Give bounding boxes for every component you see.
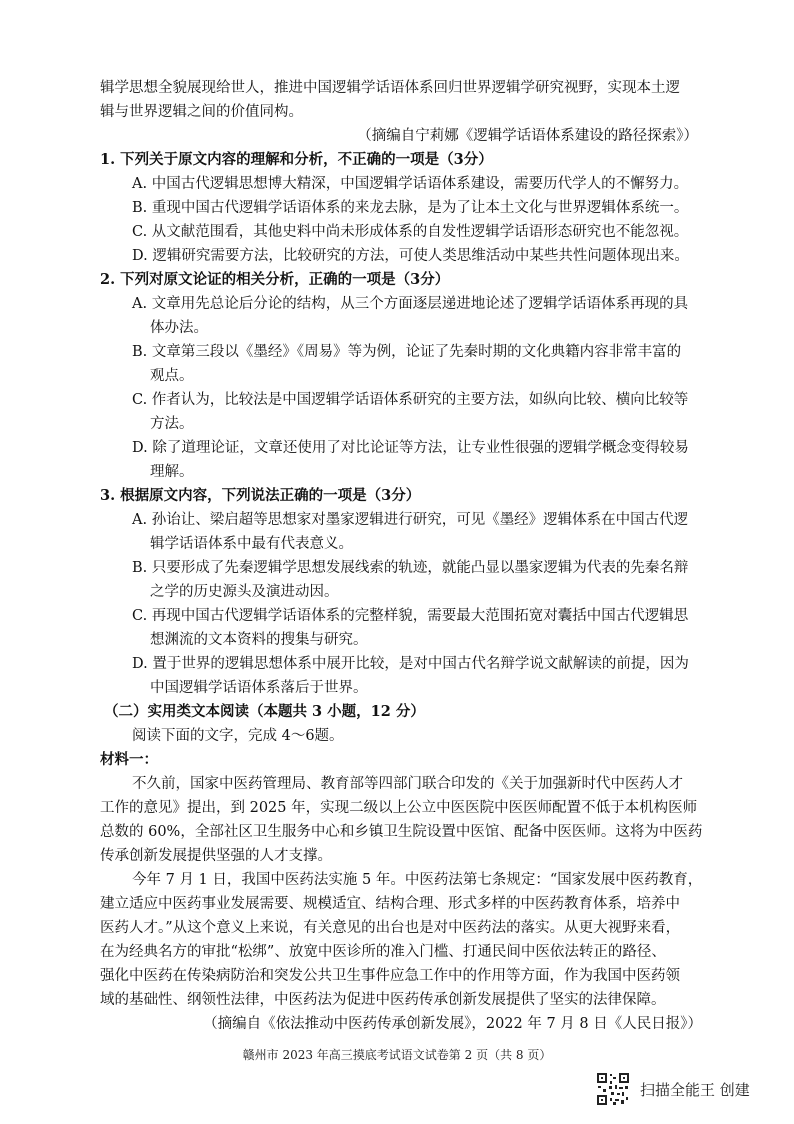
section-heading: （二）实用类文本阅读（本题共 3 小题，12 分） (104, 703, 425, 720)
section-instruction: 阅读下面的文字，完成 4～6题。 (132, 728, 344, 744)
option-1a: A. 中国古代逻辑思想博大精深，中国逻辑学话语体系建设，需要历代学人的不懈努力。 (132, 176, 689, 192)
material-line: 强化中医药在传染病防治和突发公共卫生事件应急工作中的作用等方面，作为我国中医药领 (100, 968, 680, 984)
option-3a-cont: 辑学话语体系中最有代表意义。 (150, 536, 353, 552)
watermark-text: 扫描全能王 创建 (640, 1080, 750, 1099)
passage-line: 辑学思想全貌展现给世人，推进中国逻辑学话语体系回归世界逻辑学研究视野，实现本土逻 (100, 80, 680, 96)
option-2c-cont: 方法。 (150, 416, 194, 432)
option-3b-cont: 之学的历史源头及演进动因。 (150, 584, 339, 600)
option-2a-cont: 体办法。 (150, 320, 208, 336)
option-1b: B. 重现中国古代逻辑学话语体系的来龙去脉，是为了让本土文化与世界逻辑体系统一。 (132, 200, 689, 216)
option-1c: C. 从文献范围看，其他史料中尚未形成体系的自发性逻辑学话语形态研究也不能忽视。 (132, 224, 689, 240)
material-line: 在为经典名方的审批“松绑”、放宽中医诊所的准入门槛、打通民间中医依法转正的路径、 (100, 944, 666, 960)
option-3d: D. 置于世界的逻辑思想体系中展开比较，是对中国古代名辩学说文献解读的前提，因为 (132, 656, 689, 672)
material-line: 工作的意见》提出，到 2025 年，实现二级以上公立中医医院中医医师配置不低于本机构医师 (100, 800, 698, 816)
option-2b-cont: 观点。 (150, 368, 194, 384)
source-citation: （摘编自宁莉娜《逻辑学话语体系建设的路径探索》） (357, 128, 698, 144)
option-2b: B. 文章第三段以《墨经》《周易》等为例，论证了先秦时期的文化典籍内容非常丰富的 (132, 344, 682, 360)
qr-code-icon (596, 1072, 630, 1106)
option-3c: C. 再现中国古代逻辑学话语体系的完整样貌，需要最大范围拓宽对囊括中国古代逻辑思 (132, 608, 689, 624)
scanner-watermark (596, 1072, 750, 1106)
question-1: 1. 下列关于原文内容的理解和分析，不正确的一项是（3分） (100, 151, 493, 168)
option-1d: D. 逻辑研究需要方法，比较研究的方法，可使人类思维活动中某些共性问题体现出来。 (132, 248, 689, 264)
option-2c: C. 作者认为，比较法是中国逻辑学话语体系研究的主要方法，如纵向比较、横向比较等 (132, 392, 689, 408)
material-line: 总数的 60%，全部社区卫生服务中心和乡镇卫生院设置中医馆、配备中医医师。这将为中医药 (100, 824, 703, 840)
option-3b: B. 只要形成了先秦逻辑学思想发展线索的轨迹，就能凸显以墨家逻辑为代表的先秦名辩 (132, 560, 689, 576)
material-line: 不久前，国家中医药管理局、教育部等四部门联合印发的《关于加强新时代中医药人才 (132, 776, 683, 792)
passage-line: 辑与世界逻辑之间的价值同构。 (100, 104, 303, 120)
material-line: 医药人才。”从这个意义上来说，有关意见的出台也是对中医药法的落实。从更大视野来看， (100, 920, 681, 936)
option-2d: D. 除了道理论证，文章还使用了对比论证等方法，让专业性很强的逻辑学概念变得较易 (132, 440, 689, 456)
material-line: 建立适应中医药事业发展需要、规模适宜、结构合理、形式多样的中医药教育体系，培养中 (100, 896, 680, 912)
question-2: 2. 下列对原文论证的相关分析，正确的一项是（3分） (100, 271, 450, 288)
option-2a: A. 文章用先总论后分论的结构，从三个方面逐层递进地论述了逻辑学话语体系再现的具 (132, 296, 689, 312)
question-3: 3. 根据原文内容，下列说法正确的一项是（3分） (100, 487, 421, 504)
material-line: 域的基础性、纲领性法律，中医药法为促进中医药传承创新发展提供了坚实的法律保障。 (100, 992, 666, 1008)
option-3c-cont: 想渊流的文本资料的搜集与研究。 (150, 632, 368, 648)
material-line: 今年 7 月 1 日，我国中医药法实施 5 年。中医药法第七条规定：“国家发展中医药教育， (132, 872, 703, 888)
source-citation: （摘编自《依法推动中医药传承创新发展》，2022 年 7 月 8 日《人民日报》） (203, 1016, 702, 1032)
option-3a: A. 孙诒让、梁启超等思想家对墨家逻辑进行研究，可见《墨经》逻辑体系在中国古代逻 (132, 512, 689, 528)
material-line: 传承创新发展提供坚强的人才支撑。 (100, 848, 332, 864)
page-footer: 赣州市 2023 年高三摸底考试语文试卷第 2 页（共 8 页） (242, 1048, 552, 1062)
option-3d-cont: 中国逻辑学话语体系落后于世界。 (150, 680, 368, 696)
material-label: 材料一： (100, 751, 158, 768)
option-2d-cont: 理解。 (150, 464, 194, 480)
